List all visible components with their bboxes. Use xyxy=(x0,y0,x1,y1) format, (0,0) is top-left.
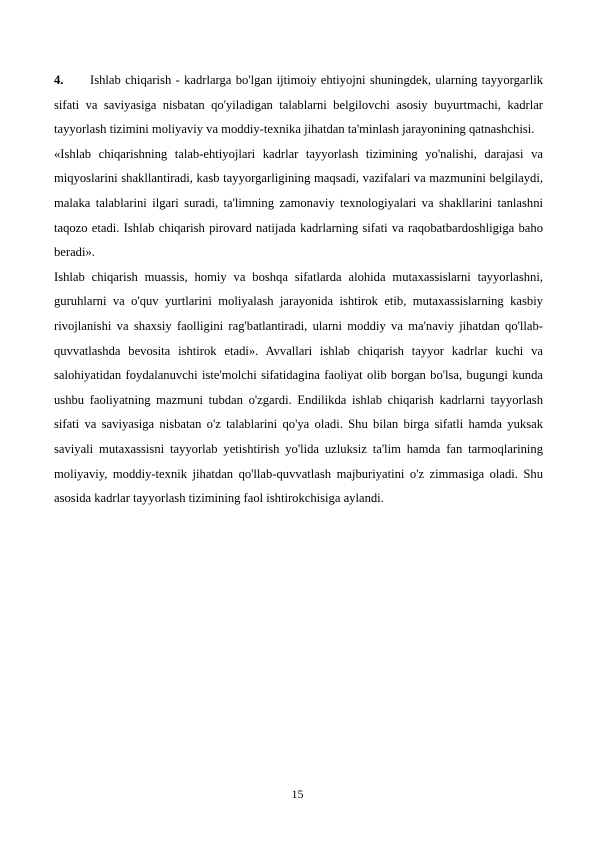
page-number: 15 xyxy=(291,787,304,801)
paragraph-numbered-item xyxy=(54,68,543,142)
paragraph-text: Ishlab chiqarish - kadrlarga bo'lgan ijtimoiy ehtiyojni shuningdek, ularning tayyorgarlik sifati va saviyasiga nisbatan qo'yiladigan talablarni belgilovchi asosiy buyurtmachi, kadrlar tayyorlash tizimini moliyaviy va moddiy-texnika jihatdan ta'minlash jarayonining qatnashchisi. xyxy=(54,73,543,137)
document-body xyxy=(54,68,543,511)
paragraph-quote: «Ishlab chiqarishning talab-ehtiyojlari kadrlar tayyorlash tizimining yo'nalishi, darajasi va miqyoslarini shakllantiradi, kasb tayyorgarligining maqsadi, vazifalari va mazmunini belgilaydi, malaka talablarini ilgari suradi, ta'limning zamonaviy texnologiyalari va shakllarini tanlashni taqozo etadi. Ishlab chiqarish pirovard natijada kadrlarning sifati va raqobatbardoshligiga baho beradi». xyxy=(54,146,543,260)
paragraph-body: Ishlab chiqarish muassis, homiy va boshqa sifatlarda alohida mutaxassislarni tayyorlashni, guruhlarni va o'quv yurtlarini moliyalash jarayonida ishtirok etib, mutaxassislarning kasbiy rivojlanishi va shaxsiy faolligini rag'batlantiradi, ularni moddiy va ma'naviy jihatdan qo'llab-quvvatlashda bevosita ishtirok etadi». Avvallari ishlab chiqarish tayyor kadrlar kuchi va salohiyatidan foydalanuvchi iste'molchi sifatidagina faoliyat olib borgan bo'lsa, bugungi kunda ushbu faoliyatning mazmuni tubdan o'zgardi. Endilikda ishlab chiqarish kadrlarni tayyorlash sifati va saviyasiga nisbatan o'z talablarini qo'ya oladi. Shu bilan birga sifatli hamda yuksak saviyali mutaxassisni tayyorlab yetishtirish yo'lida uzluksiz ta'lim hamda fan tarmoqlarining moliyaviy, moddiy-texnik jihatdan qo'llab-quvvatlash majburiyatini o'z zimmasiga oladi. Shu asosida kadrlar tayyorlash tizimining faol ishtirokchisiga aylandi. xyxy=(54,269,543,506)
item-number: 4. xyxy=(54,73,64,87)
